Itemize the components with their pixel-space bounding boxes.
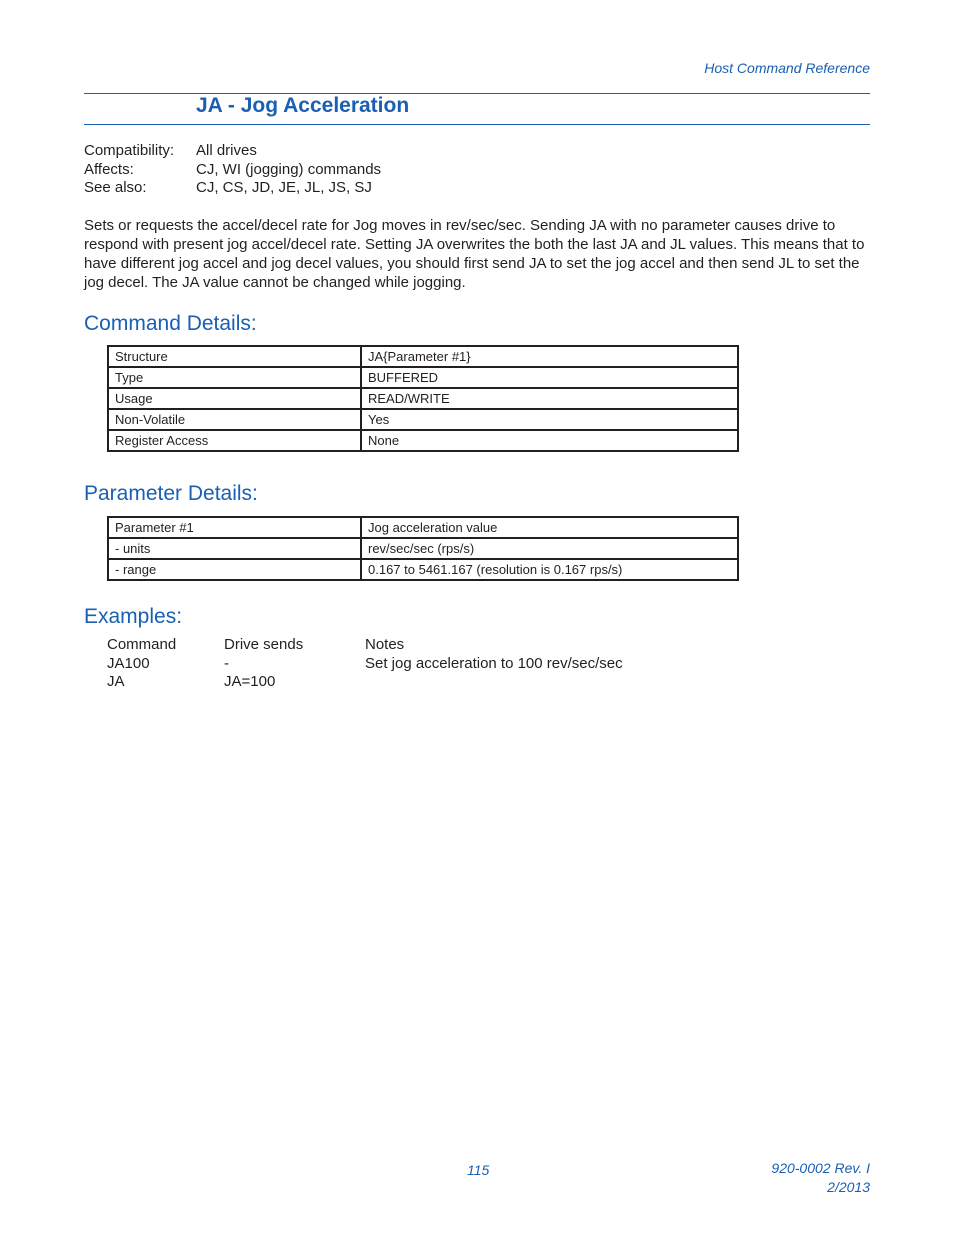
table-row xyxy=(108,517,738,538)
table-cell-key: Register Access xyxy=(108,430,361,451)
table-cell-value: JA{Parameter #1} xyxy=(361,346,738,367)
table-cell-key: Non-Volatile xyxy=(108,409,361,430)
table-cell-value: None xyxy=(361,430,738,451)
examples-block xyxy=(107,636,623,692)
table-cell-key: - range xyxy=(108,559,361,580)
page-number: 115 xyxy=(467,1162,490,1178)
table-row xyxy=(108,538,738,559)
title-bottom-rule xyxy=(84,124,870,125)
table-cell-key: Structure xyxy=(108,346,361,367)
page-title: JA - Jog Acceleration xyxy=(196,94,410,117)
table-cell-value: rev/sec/sec (rps/s) xyxy=(361,538,738,559)
footer-doc-info xyxy=(771,1159,870,1197)
table-cell-value: BUFFERED xyxy=(361,367,738,388)
table-row xyxy=(108,367,738,388)
example-notes: Set jog acceleration to 100 rev/sec/sec xyxy=(365,654,623,672)
table-cell-key: Usage xyxy=(108,388,361,409)
meta-row-compatibility xyxy=(84,142,381,161)
table-cell-key: - units xyxy=(108,538,361,559)
examples-column-header: Command xyxy=(107,636,177,653)
parameter-details-table xyxy=(107,516,739,581)
meta-value: CJ, CS, JD, JE, JL, JS, SJ xyxy=(196,179,372,196)
description: Sets or requests the accel/decel rate for Jog moves in rev/sec/sec. Sending JA with no parameter causes drive to respond with present jog accel/decel rate. Setting JA overwrites the both the last JA and JL values. This means that to have different jog accel and jog decel values, you should first send JA to set the jog accel and then send JL to set the jog decel. The JA value cannot be changed while jogging. xyxy=(84,217,865,291)
example-drive-sends: JA=100 xyxy=(224,673,276,690)
table-cell-value: 0.167 to 5461.167 (resolution is 0.167 rps/s) xyxy=(361,559,738,580)
parameter-details-heading: Parameter Details: xyxy=(84,482,258,505)
examples-row xyxy=(107,673,623,692)
table-row xyxy=(108,430,738,451)
header-reference: Host Command Reference xyxy=(704,60,870,76)
examples-header-row xyxy=(107,636,623,655)
table-cell-key: Type xyxy=(108,367,361,388)
examples-column-header: Notes xyxy=(365,636,405,653)
table-cell-value: READ/WRITE xyxy=(361,388,738,409)
examples-column-header: Drive sends xyxy=(224,636,304,653)
example-drive-sends: - xyxy=(224,654,229,672)
meta-value: All drives xyxy=(196,142,257,159)
table-cell-value: Jog acceleration value xyxy=(361,517,738,538)
doc-number: 920-0002 Rev. I xyxy=(771,1160,870,1176)
table-row xyxy=(108,559,738,580)
table-cell-value: Yes xyxy=(361,409,738,430)
example-command: JA100 xyxy=(107,654,150,672)
meta-row-see-also xyxy=(84,179,381,198)
meta-key: Compatibility: xyxy=(84,142,175,159)
meta-block xyxy=(84,142,381,198)
table-row xyxy=(108,346,738,367)
meta-value: CJ, WI (jogging) commands xyxy=(196,160,382,178)
examples-row xyxy=(107,655,623,674)
table-row xyxy=(108,388,738,409)
meta-row-affects xyxy=(84,161,381,180)
command-details-table xyxy=(107,345,739,452)
doc-date: 2/2013 xyxy=(827,1179,870,1195)
example-command: JA xyxy=(107,673,125,690)
examples-heading: Examples: xyxy=(84,605,183,628)
table-row xyxy=(108,409,738,430)
meta-key: See also: xyxy=(84,179,147,196)
table-cell-key: Parameter #1 xyxy=(108,517,361,538)
meta-key: Affects: xyxy=(84,160,134,178)
command-details-heading: Command Details: xyxy=(84,312,257,335)
